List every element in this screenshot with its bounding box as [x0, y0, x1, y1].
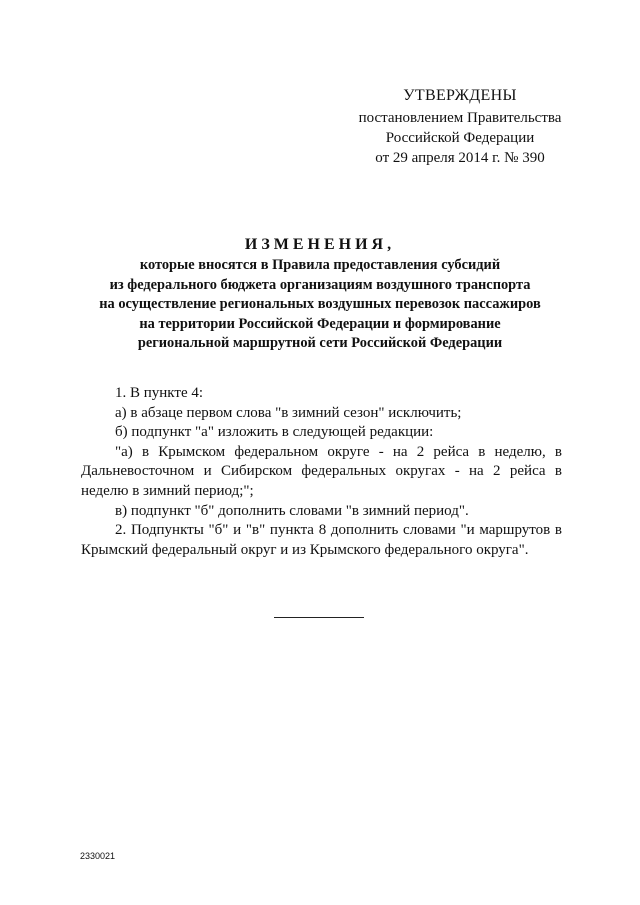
title-line: региональной маршрутной сети Российской Федерации	[137, 335, 503, 351]
approval-stamp	[320, 86, 600, 168]
paragraph: 2. Подпункты "б" и "в" пункта 8 дополнить словами "и маршрутов в Крымский федеральный округ и из Крымского федерального округа".	[81, 522, 562, 558]
end-divider	[274, 617, 364, 618]
document-code: 2330021	[80, 851, 116, 861]
title-line: из федерального бюджета организациям воздушного транспорта	[109, 276, 531, 293]
approval-line: Российской Федерации	[385, 130, 535, 146]
paragraph: 1. В пункте 4:	[115, 385, 204, 401]
approval-line: постановлением Правительства	[358, 110, 562, 126]
paragraph: в) подпункт "б" дополнить словами "в зимний период".	[115, 502, 469, 519]
title-line: на территории Российской Федерации и формирование	[139, 315, 501, 332]
approval-line: от 29 апреля 2014 г. № 390	[375, 150, 545, 166]
paragraph: "а) в Крымском федеральном округе - на 2 рейса в неделю, в Дальневосточном и Сибирском федеральных округах - на 2 рейса в неделю в зимний период;";	[81, 443, 562, 499]
document-body	[81, 384, 562, 560]
document-title: ИЗМЕНЕНИЯ,	[244, 236, 396, 253]
paragraph: а) в абзаце первом слова "в зимний сезон" исключить;	[115, 404, 462, 421]
document-title-block	[60, 236, 580, 354]
approval-heading: УТВЕРЖДЕНЫ	[403, 87, 517, 104]
title-line: на осуществление региональных воздушных перевозок пассажиров	[99, 296, 541, 312]
title-line: которые вносятся в Правила предоставления субсидий	[139, 257, 501, 273]
paragraph: б) подпункт "а" изложить в следующей редакции:	[115, 424, 434, 441]
